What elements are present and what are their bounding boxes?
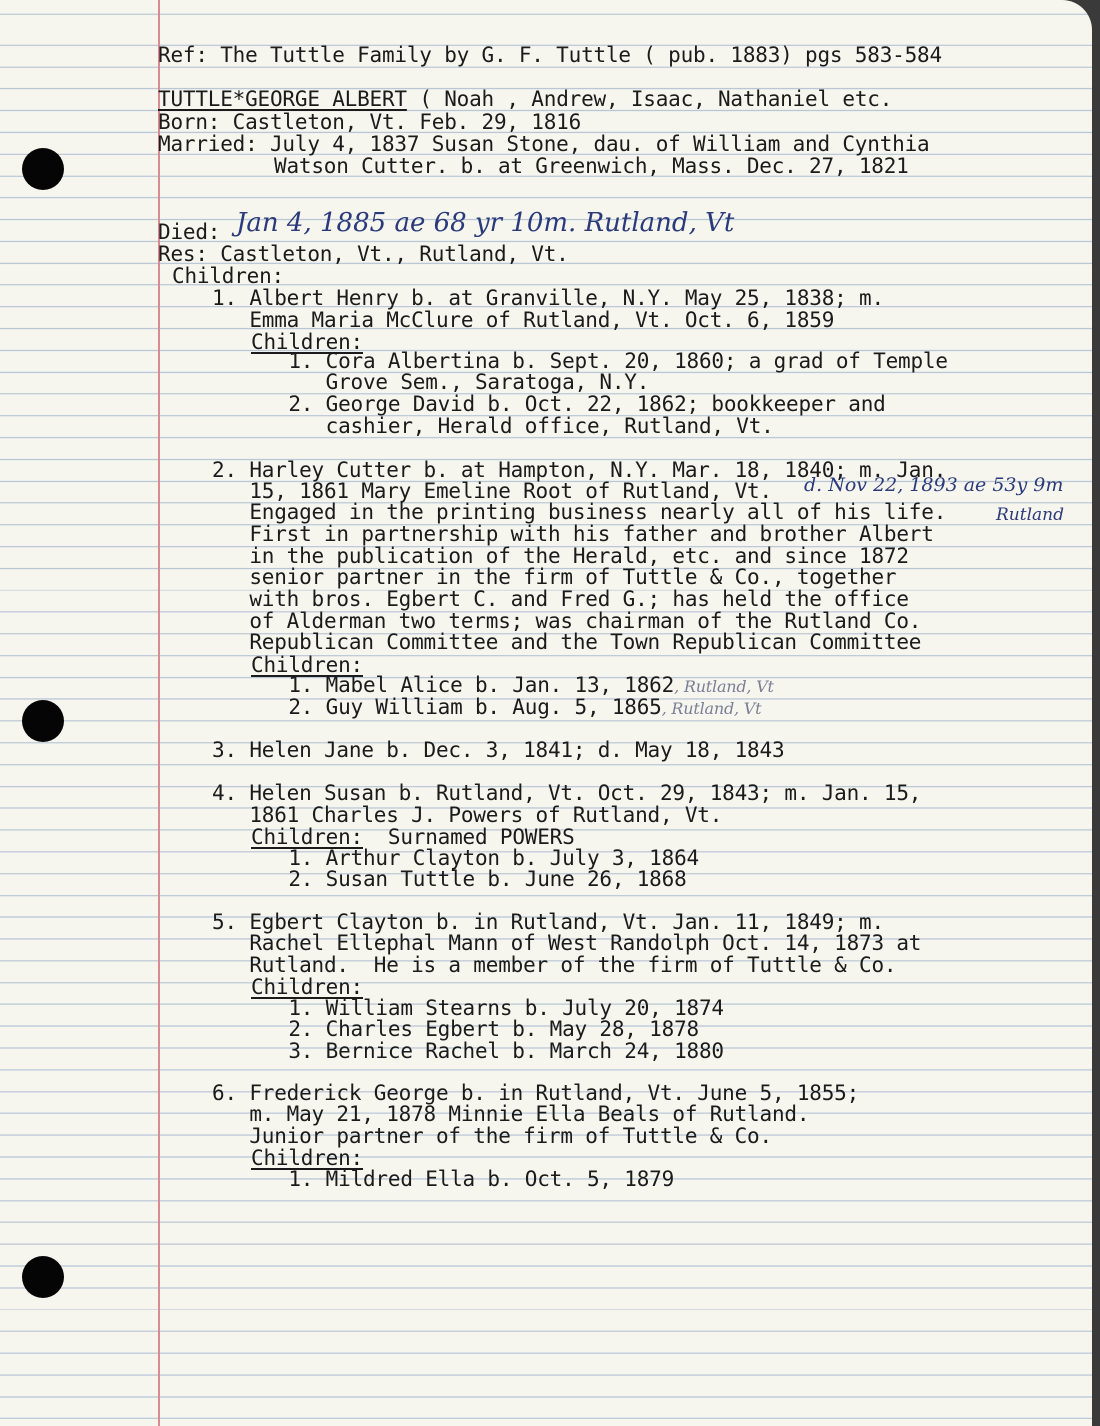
child-entry-line: Emma Maria McClure of Rutland, Vt. Oct. 6, 1859 bbox=[212, 308, 835, 332]
child-entry-line: Rutland. He is a member of the firm of Tuttle & Co. bbox=[212, 953, 897, 977]
child-entry-line: Junior partner of the firm of Tuttle & Co. bbox=[212, 1124, 772, 1148]
place-handwritten: , Rutland, Vt bbox=[674, 677, 774, 696]
person-name: TUTTLE*GEORGE ALBERT bbox=[158, 87, 407, 111]
death-label: Died: bbox=[158, 220, 221, 244]
child-entry-line: 6. Frederick George b. in Rutland, Vt. June 5, 1855; bbox=[212, 1081, 860, 1105]
marriage-line: Married: July 4, 1837 Susan Stone, dau. of William and Cynthia bbox=[158, 132, 930, 156]
death-handwritten: d. Nov 22, 1893 ae 53y 9m bbox=[804, 474, 1064, 496]
person-heading bbox=[158, 88, 892, 110]
child-entry-line: m. May 21, 1878 Minnie Ella Beals of Rutland. bbox=[212, 1102, 810, 1126]
margin-line bbox=[158, 0, 160, 1426]
death-handwritten: Jan 4, 1885 ae 68 yr 10m. Rutland, Vt bbox=[236, 208, 735, 238]
grandchild-line: 1. Arthur Clayton b. July 3, 1864 bbox=[251, 846, 699, 870]
child-entry-line: in the publication of the Herald, etc. and since 1872 bbox=[212, 544, 909, 568]
child-entry-line: 1. Albert Henry b. at Granville, N.Y. May 25, 1838; m. bbox=[212, 286, 884, 310]
place-handwritten: Rutland bbox=[996, 505, 1064, 525]
child-entry-line: Republican Committee and the Town Republican Committee bbox=[212, 630, 922, 654]
grandchild-line: cashier, Herald office, Rutland, Vt. bbox=[251, 414, 774, 438]
punch-hole bbox=[22, 1256, 64, 1298]
grandchildren-heading: Children: bbox=[251, 975, 363, 999]
child-entry-line: senior partner in the firm of Tuttle & Co., together bbox=[212, 565, 897, 589]
child-entry-line: 5. Egbert Clayton b. in Rutland, Vt. Jan. 11, 1849; m. bbox=[212, 910, 884, 934]
child-entry-line: Rachel Ellephal Mann of West Randolph Oct. 14, 1873 at bbox=[212, 931, 922, 955]
grandchild-line: 2. George David b. Oct. 22, 1862; bookkeeper and bbox=[251, 392, 886, 416]
reference-line: Ref: The Tuttle Family by G. F. Tuttle ( pub. 1883) pgs 583-584 bbox=[158, 43, 942, 67]
child-entry-line: Engaged in the printing business nearly all of his life. bbox=[212, 500, 947, 524]
grandchild-line: 1. Mabel Alice b. Jan. 13, 1862, Rutland, Vt bbox=[251, 673, 774, 697]
child-entry-line: of Alderman two terms; was chairman of the Rutland Co. bbox=[212, 609, 922, 633]
grandchildren-heading: Children: bbox=[251, 653, 363, 677]
child-entry-line: with bros. Egbert C. and Fred G.; has held the office bbox=[212, 587, 909, 611]
punch-hole bbox=[22, 148, 64, 190]
grandchild-line: 2. Charles Egbert b. May 28, 1878 bbox=[251, 1017, 699, 1041]
grandchild-line: 1. Cora Albertina b. Sept. 20, 1860; a grad of Temple bbox=[251, 349, 948, 373]
surname-note: Surnamed POWERS bbox=[363, 825, 575, 849]
grandchildren-heading: Children: Surnamed POWERS bbox=[251, 825, 575, 849]
place-handwritten: , Rutland, Vt bbox=[661, 699, 762, 718]
marriage-line: Watson Cutter. b. at Greenwich, Mass. Dec. 27, 1821 bbox=[274, 154, 909, 178]
child-entry-line: 4. Helen Susan b. Rutland, Vt. Oct. 29, 1843; m. Jan. 15, bbox=[212, 781, 922, 805]
grandchildren-heading: Children: bbox=[251, 330, 363, 354]
child-entry-line: 2. Harley Cutter b. at Hampton, N.Y. Mar. 18, 1840; m. Jan. bbox=[212, 458, 947, 482]
birth-line: Born: Castleton, Vt. Feb. 29, 1816 bbox=[158, 110, 582, 134]
child-entry-line: 1861 Charles J. Powers of Rutland, Vt. bbox=[212, 803, 723, 827]
grandchildren-heading: Children: bbox=[251, 1146, 363, 1170]
grandchild-line: 3. Bernice Rachel b. March 24, 1880 bbox=[251, 1039, 724, 1063]
grandchild-line: 2. Susan Tuttle b. June 26, 1868 bbox=[251, 867, 687, 891]
grandchild-line: Grove Sem., Saratoga, N.Y. bbox=[251, 370, 650, 394]
grandchild-line: 2. Guy William b. Aug. 5, 1865, Rutland, Vt bbox=[251, 695, 762, 719]
person-lineage: ( Noah , Andrew, Isaac, Nathaniel etc. bbox=[406, 87, 893, 111]
children-heading: Children: bbox=[172, 264, 284, 288]
residence-line: Res: Castleton, Vt., Rutland, Vt. bbox=[158, 242, 569, 266]
child-entry-line: 15, 1861 Mary Emeline Root of Rutland, Vt. bbox=[212, 479, 772, 503]
child-entry-line: 3. Helen Jane b. Dec. 3, 1841; d. May 18, 1843 bbox=[212, 738, 785, 762]
grandchild-line: 1. Mildred Ella b. Oct. 5, 1879 bbox=[251, 1167, 675, 1191]
grandchild-line: 1. William Stearns b. July 20, 1874 bbox=[251, 996, 724, 1020]
child-entry-line: First in partnership with his father and brother Albert bbox=[212, 522, 934, 546]
punch-hole bbox=[22, 700, 64, 742]
